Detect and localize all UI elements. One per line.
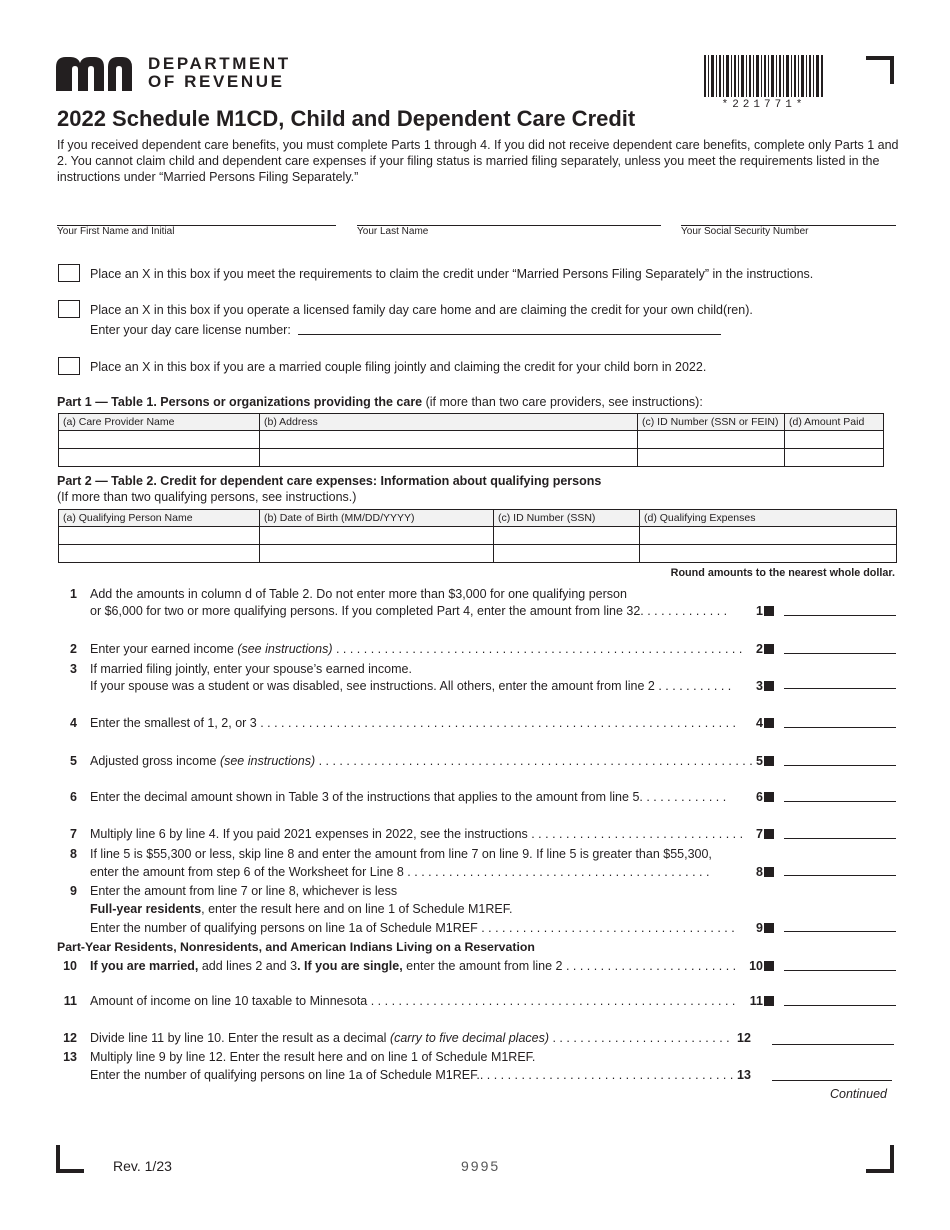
line-13 [57,1049,897,1085]
rounding-note: Round amounts to the nearest whole dollar. [670,567,895,579]
line-number: 8 [70,847,77,861]
line-10 [57,958,897,976]
line-marker-icon [764,756,774,766]
barcode-text: *221771* [721,99,807,111]
person-ssn-cell[interactable] [494,527,640,545]
column-header: (b) Date of Birth (MM/DD/YYYY) [260,510,494,527]
newborn-checkbox[interactable] [58,357,80,375]
line-7 [57,826,897,844]
line-number: 7 [70,827,77,841]
license-number-input[interactable] [298,334,721,335]
line-3-text-b: If your spouse was a student or was disabled, see instructions. All others, enter the amount from line 2 . . . . . . . . . . . [90,679,732,693]
line-ref: 5 [756,754,763,768]
part1-heading-bold: Part 1 — Table 1. Persons or organizations providing the care [57,395,423,409]
barcode-icon [704,55,824,97]
line-12-text [90,1030,730,1046]
line-9 [57,883,897,937]
mn-logo-icon [56,57,136,91]
line-3 [57,661,897,697]
line-13-text-b: Enter the number of qualifying persons on line 1a of Schedule M1REF.. . . . . . . . . . . . . . . . . . . . . . . . . . . . . . . . . . . . . [90,1068,734,1082]
line-ref: 9 [756,921,763,935]
line-number: 9 [70,884,77,898]
daycare-checkbox[interactable] [58,300,80,318]
line-9-amount-input[interactable] [784,931,896,932]
form-barcode [704,55,824,113]
amount-paid-cell[interactable] [785,431,884,449]
line-9-text-b-rest: , enter the result here and on line 1 of Schedule M1REF. [201,902,513,916]
line-marker-icon [764,996,774,1006]
line-ref: 13 [737,1068,751,1082]
daycare-checkbox-label: Place an X in this box if you operate a licensed family day care home and are claiming the credit for your own child(ren). [90,303,753,317]
line-marker-icon [764,606,774,616]
department-of-revenue-logo [56,55,296,95]
license-number-label: Enter your day care license number: [90,323,291,337]
date-of-birth-cell[interactable] [260,545,494,563]
line-number: 3 [70,662,77,676]
line-10-text-1: add lines 2 and 3 [198,959,298,973]
line-number: 12 [63,1031,77,1045]
line-number: 11 [63,994,77,1008]
column-header: (d) Qualifying Expenses [640,510,897,527]
first-name-label: Your First Name and Initial [57,226,175,237]
line-marker-icon [764,961,774,971]
column-header: (c) ID Number (SSN) [494,510,640,527]
column-header: (a) Care Provider Name [59,414,260,431]
line-number: 6 [70,790,77,804]
person-ssn-cell[interactable] [494,545,640,563]
registration-mark-bottom-right [866,1145,894,1173]
line-ref: 7 [756,827,763,841]
qualifying-persons-table [58,509,897,563]
qualifying-expenses-cell[interactable] [640,545,897,563]
line-1-text-a: Add the amounts in column d of Table 2. Do not enter more than $3,000 for one qualifying person [90,587,627,601]
line-number: 2 [70,642,77,656]
agency-name-line1: DEPARTMENT [148,54,291,73]
table-row [59,449,884,467]
line-11-amount-input[interactable] [784,1005,896,1006]
care-providers-table [58,413,884,467]
line-number: 10 [63,959,77,973]
line-5-text-italic: (see instructions) [219,754,316,768]
line-number: 1 [70,587,77,601]
part2-subheading: (If more than two qualifying persons, see instructions.) [57,490,357,504]
column-header: (b) Address [260,414,638,431]
line-2-amount-input[interactable] [784,653,896,654]
line-10-amount-input[interactable] [784,970,896,971]
table-header-row [59,414,884,431]
line-1 [57,586,897,622]
table-row [59,545,897,563]
line-8-text-a: If line 5 is $55,300 or less, skip line 8 and enter the amount from line 7 on line 9. If line 5 is greater than $55,300, [90,847,712,861]
line-9-text-b-bold: Full-year residents [90,902,202,916]
line-ref: 11 [749,994,763,1008]
line-1-text-b: or $6,000 for two or more qualifying persons. If you completed Part 4, enter the amount from line 32. . . . . . . . . . . . . [90,604,728,618]
column-header: (d) Amount Paid [785,414,884,431]
newborn-checkbox-label: Place an X in this box if you are a married couple filing jointly and claiming the credit for your child born in 2022. [90,360,707,374]
line-ref: 3 [756,679,763,693]
last-name-label: Your Last Name [357,226,429,237]
line-ref: 12 [737,1031,751,1045]
line-marker-icon [764,923,774,933]
part1-heading [57,395,703,409]
date-of-birth-cell[interactable] [260,527,494,545]
line-number: 4 [70,716,77,730]
form-intro: If you received dependent care benefits, you must complete Parts 1 through 4. If you did not receive dependent care benefits, complete only Parts 1 and 2. You cannot claim child and dependent care expenses if your filing status is married filing separately, unless you meet the requirements listed in the instructions under “Married Persons Filing Separately.” [57,138,899,184]
registration-mark-top-right [866,56,894,84]
revision-date: Rev. 1/23 [113,1158,172,1174]
line-marker-icon [764,792,774,802]
line-2-text-italic: (see instructions) [237,642,333,656]
part2-heading: Part 2 — Table 2. Credit for dependent care expenses: Information about qualifying persons [57,474,602,488]
line-13-text-a: Multiply line 9 by line 12. Enter the result here and on line 1 of Schedule M1REF. [90,1050,536,1064]
form-number: 9995 [461,1158,501,1174]
provider-name-cell[interactable] [59,431,260,449]
line-ref: 1 [756,604,763,618]
person-name-cell[interactable] [59,545,260,563]
line-9-text-b [90,901,512,917]
line-11-text: Amount of income on line 10 taxable to Minnesota . . . . . . . . . . . . . . . . . . . . . . . . . . . . . . . . . . . . . . . . . . . . . . . . . . . . . [90,994,736,1008]
line-2-dots: . . . . . . . . . . . . . . . . . . . . . . . . . . . . . . . . . . . . . . . . . . . . . . . . . . . . . . . . . . . [332,642,743,656]
amount-paid-cell[interactable] [785,449,884,467]
line-10-bold-1: If you are married, [90,959,199,973]
line-10-text-2: enter the amount from line 2 . . . . . . . . . . . . . . . . . . . . . . . . . [402,959,737,973]
line-12-text-italic: (carry to five decimal places) [389,1031,550,1045]
line-marker-icon [764,644,774,654]
qualifying-expenses-cell[interactable] [640,527,897,545]
line-5-text-main: Adjusted gross income [90,754,220,768]
line-5 [57,753,897,771]
line-7-text: Multiply line 6 by line 4. If you paid 2021 expenses in 2022, see the instructions . . . . . . . . . . . . . . . . . . . . . . . . . . . . . . . [90,827,744,841]
column-header: (a) Qualifying Person Name [59,510,260,527]
provider-id-cell[interactable] [638,449,785,467]
line-12 [57,1030,897,1048]
line-12-decimal-input[interactable] [772,1044,894,1045]
line-13-amount-input[interactable] [772,1080,892,1081]
provider-name-cell[interactable] [59,449,260,467]
column-header: (c) ID Number (SSN or FEIN) [638,414,785,431]
line-11 [57,993,897,1011]
line-marker-icon [764,718,774,728]
part-year-section-heading: Part-Year Residents, Nonresidents, and American Indians Living on a Reservation [57,940,535,954]
line-3-amount-input[interactable] [784,688,896,689]
line-ref: 4 [756,716,763,730]
line-6-text: Enter the decimal amount shown in Table 3 of the instructions that applies to the amount from line 5. . . . . . . . . . . . . [90,790,727,804]
line-ref: 10 [749,959,763,973]
line-4 [57,715,897,733]
mfs-checkbox-label: Place an X in this box if you meet the requirements to claim the credit under “Married Persons Filing Separately” in the instructions. [90,267,814,281]
line-10-bold-2: . If you are single, [297,959,403,973]
line-number: 5 [70,754,77,768]
line-1-amount-input[interactable] [784,615,896,616]
line-12-dots: . . . . . . . . . . . . . . . . . . . . . . . . . . [549,1031,730,1045]
line-8-text-b: enter the amount from step 6 of the Worksheet for Line 8 . . . . . . . . . . . . . . . . . . . . . . . . . . . . . . . . . . . . . . . . . . . . [90,865,710,879]
line-2-text-main: Enter your earned income [90,642,238,656]
ssn-label: Your Social Security Number [681,226,809,237]
continued-note: Continued [830,1087,887,1101]
form-title: 2022 Schedule M1CD, Child and Dependent Care Credit [57,106,636,131]
person-name-cell[interactable] [59,527,260,545]
line-3-text-a: If married filing jointly, enter your spouse’s earned income. [90,662,412,676]
registration-mark-bottom-left [56,1145,84,1173]
line-4-amount-input[interactable] [784,727,896,728]
line-5-amount-input[interactable] [784,765,896,766]
provider-id-cell[interactable] [638,431,785,449]
part1-heading-rest: (if more than two care providers, see instructions): [422,395,703,409]
line-marker-icon [764,829,774,839]
line-8-amount-input[interactable] [784,875,896,876]
table-header-row [59,510,897,527]
line-6 [57,789,897,807]
ssn-field[interactable] [681,225,896,237]
line-ref: 8 [756,865,763,879]
provider-address-cell[interactable] [260,449,638,467]
agency-name-line2: OF REVENUE [148,72,285,91]
table-row [59,431,884,449]
provider-address-cell[interactable] [260,431,638,449]
line-marker-icon [764,867,774,877]
line-2-text [90,641,742,657]
line-10-text [90,958,736,974]
line-4-text: Enter the smallest of 1, 2, or 3 . . . . . . . . . . . . . . . . . . . . . . . . . . . . . . . . . . . . . . . . . . . . . . . . . . . . . . . . . . . . . . . . . . . . . [90,716,737,730]
line-2 [57,641,897,659]
line-number: 13 [63,1050,77,1064]
mfs-checkbox[interactable] [58,264,80,282]
last-name-field[interactable] [357,225,661,237]
line-9-text-a: Enter the amount from line 7 or line 8, whichever is less [90,884,398,898]
table-row [59,527,897,545]
line-9-text-c: Enter the number of qualifying persons on line 1a of Schedule M1REF . . . . . . . . . . . . . . . . . . . . . . . . . . . . . . . . . . . . . [90,921,735,935]
line-6-amount-input[interactable] [784,801,896,802]
line-7-amount-input[interactable] [784,838,896,839]
line-5-dots: . . . . . . . . . . . . . . . . . . . . . . . . . . . . . . . . . . . . . . . . . . . . . . . . . . . . . . . . . . . . . . . [315,754,753,768]
line-ref: 6 [756,790,763,804]
first-name-field[interactable] [57,225,336,237]
line-12-text-main: Divide line 11 by line 10. Enter the result as a decimal [90,1031,390,1045]
line-5-text [90,753,753,769]
line-ref: 2 [756,642,763,656]
line-8 [57,846,897,882]
line-marker-icon [764,681,774,691]
